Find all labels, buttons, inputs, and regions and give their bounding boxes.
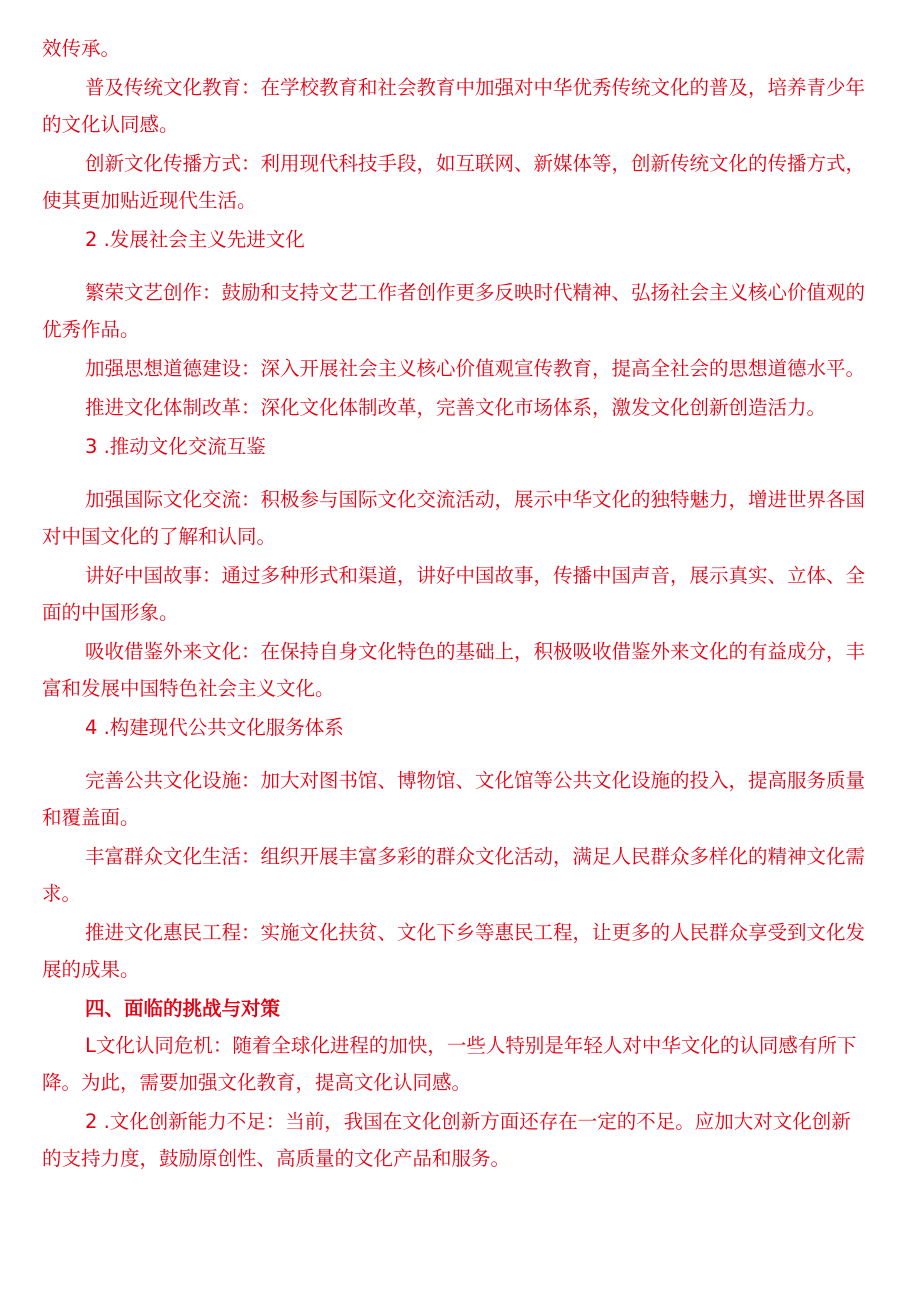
paragraph-line: 降。为此，需要加强文化教育，提高文化认同感。 <box>42 1071 472 1094</box>
paragraph-line: 使其更加贴近现代生活。 <box>42 189 257 212</box>
paragraph-innovation-shortage <box>42 1103 882 1177</box>
paragraph-line: 对中国文化的了解和认同。 <box>42 525 277 548</box>
paragraph-foreign-culture <box>42 633 882 707</box>
paragraph-line: 丰富群众文化生活：组织开展丰富多彩的群众文化活动，满足人民群众多样化的精神文化需 <box>85 845 866 868</box>
paragraph-line: 讲好中国故事：通过多种形式和渠道，讲好中国故事，传播中国声音，展示真实、立体、全 <box>85 564 866 587</box>
subheading-3: 3 .推动文化交流互鉴 <box>85 435 266 458</box>
paragraph-line: 求。 <box>42 882 82 905</box>
paragraph-mass-culture <box>42 838 882 912</box>
paragraph-benefit-project <box>42 914 882 988</box>
paragraph-public-facilities <box>42 762 882 836</box>
paragraph-line: 吸收借鉴外来文化：在保持自身文化特色的基础上，积极吸收借鉴外来文化的有益成分，丰 <box>85 640 866 663</box>
paragraph-moral-building <box>42 350 882 387</box>
paragraph-line: 加强国际文化交流：积极参与国际文化交流活动，展示中华文化的独特魅力，增进世界各国 <box>85 488 866 511</box>
paragraph-line: 富和发展中国特色社会主义文化。 <box>42 677 335 700</box>
paragraph-line: 推进文化体制改革：深化文化体制改革，完善文化市场体系，激发文化创新创造活力。 <box>85 396 827 419</box>
subheading-4: 4 .构建现代公共文化服务体系 <box>85 716 344 739</box>
paragraph-line: 繁荣文艺创作：鼓励和支持文艺工作者创作更多反映时代精神、弘扬社会主义核心价值观的 <box>85 281 866 304</box>
paragraph-line: 创新文化传播方式：利用现代科技手段，如互联网、新媒体等，创新传统文化的传播方式， <box>85 152 866 175</box>
paragraph-line: 和覆盖面。 <box>42 806 140 829</box>
paragraph-line: 展的成果。 <box>42 958 140 981</box>
paragraph-traditional-education <box>42 69 882 143</box>
paragraph-line: 普及传统文化教育：在学校教育和社会教育中加强对中华优秀传统文化的普及，培养青少年 <box>85 76 866 99</box>
paragraph-line: 完善公共文化设施：加大对图书馆、博物馆、文化馆等公共文化设施的投入，提高服务质量 <box>85 769 866 792</box>
paragraph-line: L文化认同危机：随着全球化进程的加快，一些人特别是年轻人对中华文化的认同感有所下 <box>85 1034 857 1057</box>
paragraph-line: 2 .文化创新能力不足：当前，我国在文化创新方面还存在一定的不足。应加大对文化创新 <box>85 1110 851 1133</box>
paragraph-line: 加强思想道德建设：深入开展社会主义核心价值观宣传教育，提高全社会的思想道德水平。 <box>85 357 866 380</box>
paragraph-identity-crisis <box>42 1027 882 1101</box>
document-page <box>42 30 882 1179</box>
paragraph-culture-spread <box>42 145 882 219</box>
paragraph-line: 的支持力度，鼓励原创性、高质量的文化产品和服务。 <box>42 1147 511 1170</box>
paragraph-international-exchange <box>42 481 882 555</box>
paragraph-continuation <box>42 30 882 67</box>
paragraph-line: 效传承。 <box>42 37 121 60</box>
paragraph-china-stories <box>42 557 882 631</box>
paragraph-line: 的文化认同感。 <box>42 113 179 136</box>
paragraph-arts-creation <box>42 274 882 348</box>
paragraph-system-reform <box>42 389 882 426</box>
paragraph-line: 优秀作品。 <box>42 318 140 341</box>
paragraph-line: 推进文化惠民工程：实施文化扶贫、文化下乡等惠民工程，让更多的人民群众享受到文化发 <box>85 921 866 944</box>
section-heading-challenges: 四、面临的挑战与对策 <box>85 997 281 1020</box>
subheading-2: 2 .发展社会主义先进文化 <box>85 228 305 251</box>
paragraph-line: 面的中国形象。 <box>42 601 179 624</box>
